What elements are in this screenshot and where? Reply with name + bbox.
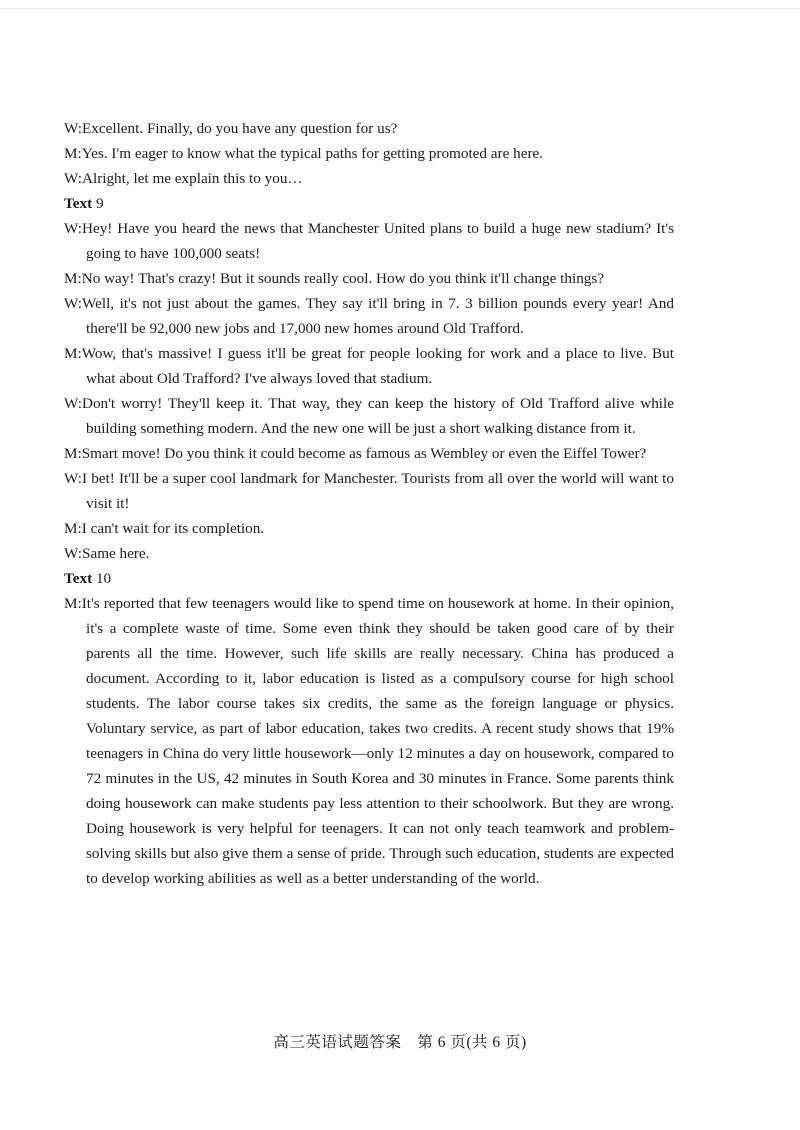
section-heading-label: Text [64,570,93,587]
speaker-label: W: [64,545,82,562]
speaker-label: W: [64,295,82,312]
speaker-label: W: [64,120,82,137]
dialog-text: Same here. [82,545,150,562]
dialog-line [64,266,674,291]
dialog-line [64,466,674,516]
speaker-label: M: [64,345,82,362]
dialog-line [64,141,674,166]
section-heading-number: 9 [95,195,104,212]
top-edge-line [0,8,800,9]
speaker-label: M: [64,595,82,612]
section-heading-number: 10 [95,570,112,587]
dialog-text: Hey! Have you heard the news that Manchester United plans to build a huge new stadium? It's going to have 100,000 seats! [82,220,674,262]
speaker-label: W: [64,395,82,412]
dialog-text: Yes. I'm eager to know what the typical paths for getting promoted are here. [81,145,544,162]
dialog-line [64,291,674,341]
speaker-label: M: [64,520,82,537]
speaker-label: M: [64,270,82,287]
dialog-text: Excellent. Finally, do you have any question for us? [82,120,398,137]
section-heading [64,191,674,216]
speaker-label: M: [64,445,82,462]
speaker-label: W: [64,470,82,487]
dialog-line [64,516,674,541]
speaker-label: M: [64,145,82,162]
section-heading-label: Text [64,195,93,212]
speaker-label: W: [64,220,82,237]
dialog-text: Well, it's not just about the games. They say it'll bring in 7. 3 billion pounds every year! And there'll be 92,000 new jobs and 17,000 new homes around Old Trafford. [82,295,674,337]
dialog-line [64,216,674,266]
dialog-text: It's reported that few teenagers would like to spend time on housework at home. In their opinion, it's a complete waste of time. Some even think they should be taken good care of by their parents all the time. However, such life skills are really necessary. China has produced a document. According to it, labor education is listed as a compulsory course for high school students. The labor course takes six credits, the same as the foreign language or physics. Voluntary service, as part of labor education, takes two credits. A recent study shows that 19% teenagers in China do very little housework—only 12 minutes a day on housework, compared to 72 minutes in the US, 42 minutes in South Korea and 30 minutes in France. Some parents think doing housework can make students pay less attention to their schoolwork. But they are wrong. Doing housework is very helpful for teenagers. It can not only teach teamwork and problem-solving skills but also give them a sense of pride. Through such education, students are expected to develop working abilities as well as a better understanding of the world. [81,595,674,887]
dialog-text: Don't worry! They'll keep it. That way, they can keep the history of Old Trafford alive while building something modern. And the new one will be just a short walking distance from it. [82,395,674,437]
dialog-text: No way! That's crazy! But it sounds really cool. How do you think it'll change things? [81,270,605,287]
dialog-text: I bet! It'll be a super cool landmark for Manchester. Tourists from all over the world will want to visit it! [82,470,674,512]
dialog-line [64,116,674,141]
page-footer: 高三英语试题答案 第 6 页(共 6 页) [273,1034,527,1051]
dialog-text: Wow, that's massive! I guess it'll be great for people looking for work and a place to live. But what about Old Trafford? I've always loved that stadium. [81,345,674,387]
dialog-line [64,591,674,891]
dialog-line [64,441,674,466]
dialog-text: Smart move! Do you think it could become as famous as Wembley or even the Eiffel Tower? [81,445,647,462]
dialog-line [64,391,674,441]
speaker-label: W: [64,170,82,187]
section-heading [64,566,674,591]
dialog-line [64,341,674,391]
transcript-body [64,116,674,891]
dialog-text: Alright, let me explain this to you… [82,170,303,187]
dialog-line [64,541,674,566]
dialog-line [64,166,674,191]
dialog-text: I can't wait for its completion. [81,520,265,537]
